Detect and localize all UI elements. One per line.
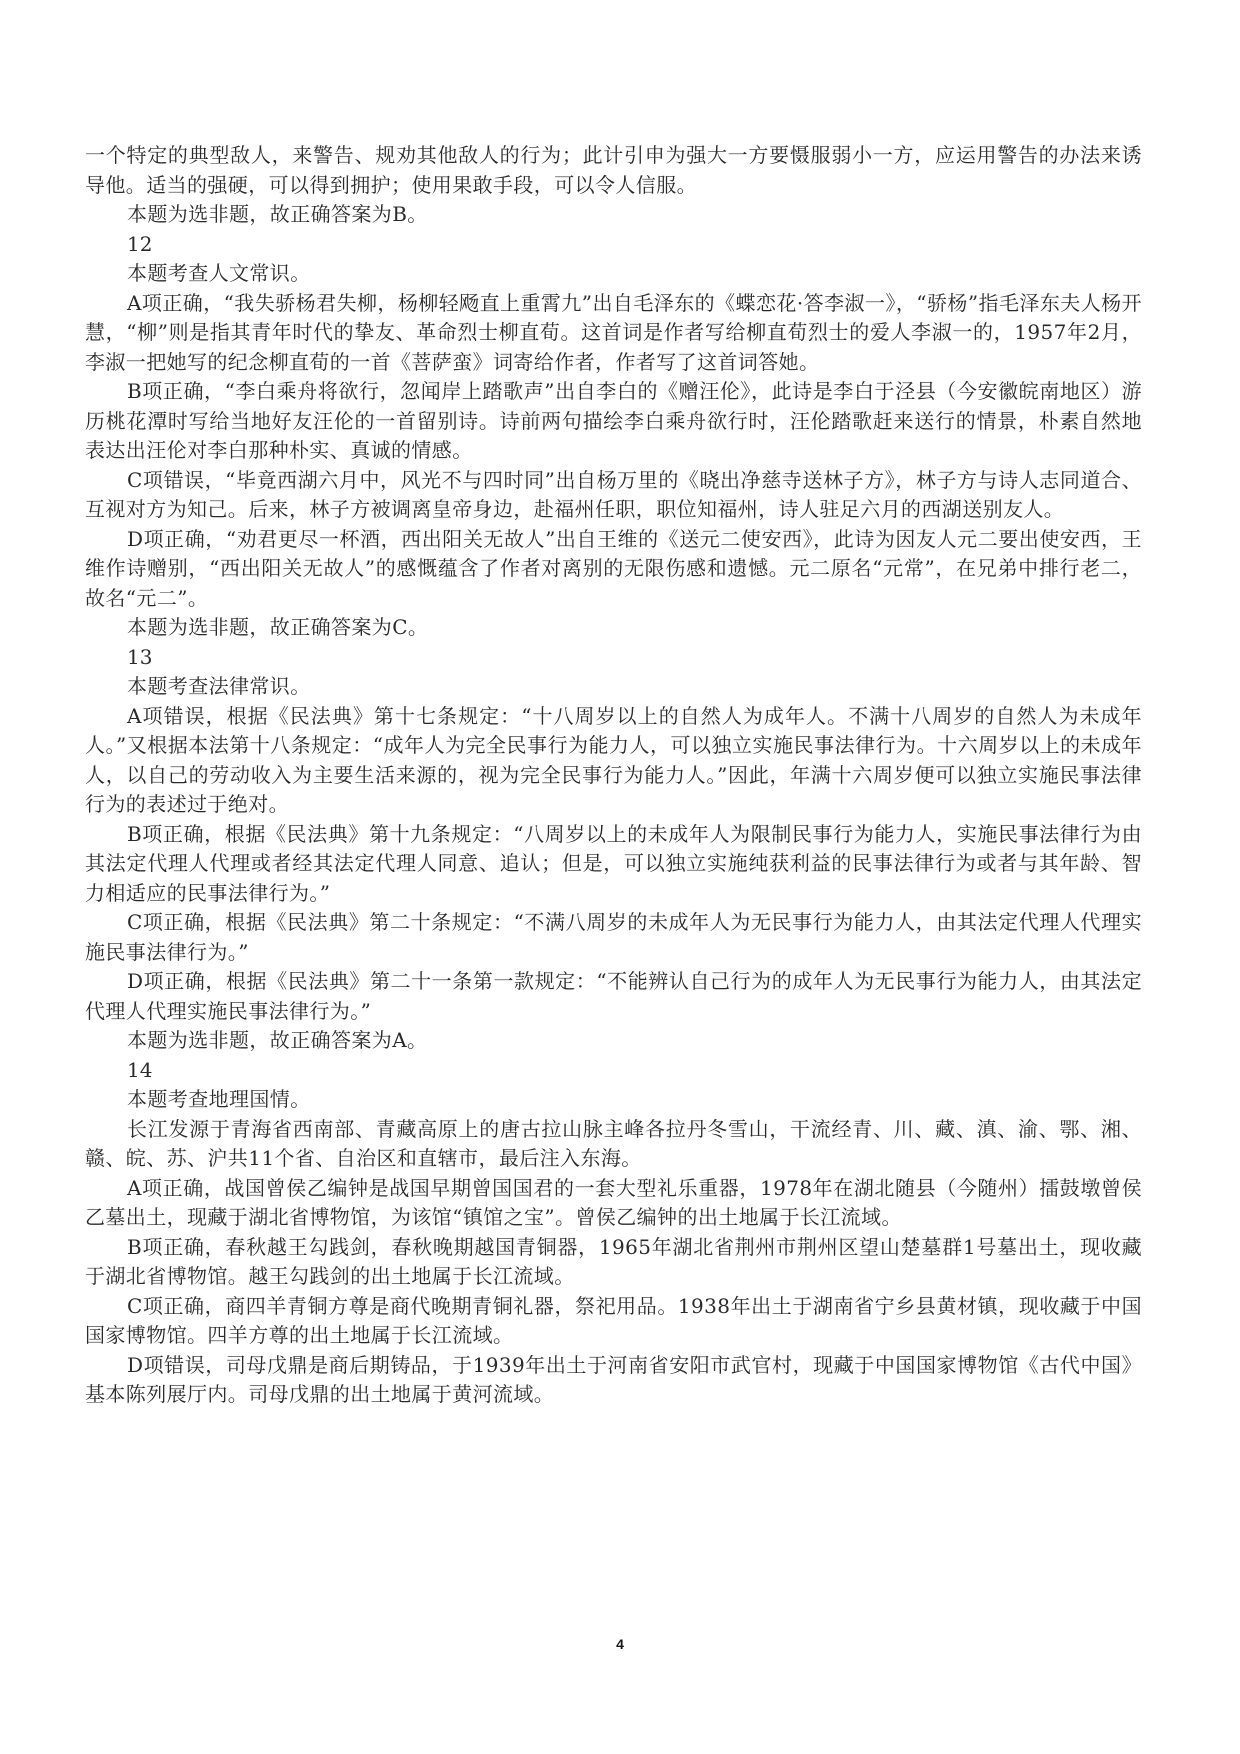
option-paragraph: C项正确，根据《民法典》第二十条规定：“不满八周岁的未成年人为无民事行为能力人，由其法定代理人代理实施民事法律行为。”	[85, 910, 1142, 964]
option-paragraph: D项正确，“劝君更尽一杯酒，西出阳关无故人”出自王维的《送元二使安西》，此诗为因友人元二要出使安西，王维作诗赠别，“西出阳关无故人”的感慨蕴含了作者对离别的无限伤感和遗憾。元二原名“元常”，在兄弟中排行老二，故名“元二”。	[85, 526, 1142, 610]
answer-line: 本题为选非题，故正确答案为A。	[127, 1028, 428, 1052]
option-paragraph: B项正确，春秋越王勾践剑，春秋晚期越国青铜器，1965年湖北省荆州市荆州区望山楚墓群1号墓出土，现收藏于湖北省博物馆。越王勾践剑的出土地属于长江流域。	[85, 1234, 1142, 1288]
paragraph-continuation: 一个特定的典型敌人，来警告、规劝其他敌人的行为；此计引申为强大一方要慑服弱小一方，应运用警告的办法来诱导他。适当的强硬，可以得到拥护；使用果敢手段，可以令人信服。	[85, 143, 1142, 197]
option-paragraph: C项正确，商四羊青铜方尊是商代晚期青铜礼器，祭祀用品。1938年出土于湖南省宁乡县黄材镇，现收藏于中国国家博物馆。四羊方尊的出土地属于长江流域。	[85, 1293, 1142, 1347]
option-paragraph: A项正确，战国曾侯乙编钟是战国早期曾国国君的一套大型礼乐重器，1978年在湖北随县（今随州）擂鼓墩曾侯乙墓出土，现藏于湖北省博物馆，为该馆“镇馆之宝”。曾侯乙编钟的出土地属于长江流域。	[85, 1175, 1142, 1229]
answer-line: 本题为选非题，故正确答案为B。	[127, 202, 428, 226]
topic-line: 本题考查人文常识。	[127, 261, 311, 285]
topic-line: 本题考查地理国情。	[127, 1087, 311, 1111]
page-number: 4	[616, 1636, 624, 1652]
option-paragraph: D项错误，司母戊鼎是商后期铸品，于1939年出土于河南省安阳市武官村，现藏于中国国家博物馆《古代中国》基本陈列展厅内。司母戊鼎的出土地属于黄河流域。	[85, 1352, 1142, 1406]
topic-line: 本题考查法律常识。	[127, 674, 311, 698]
option-paragraph: A项错误，根据《民法典》第十七条规定：“十八周岁以上的自然人为成年人。不满十八周岁的自然人为未成年人。”又根据本法第十八条规定：“成年人为完全民事行为能力人，可以独立实施民事法律行为。十六周岁以上的未成年人，以自己的劳动收入为主要生活来源的，视为完全民事行为能力人。”因此，年满十六周岁便可以独立实施民事法律行为的表述过于绝对。	[85, 703, 1142, 816]
option-paragraph: D项正确，根据《民法典》第二十一条第一款规定：“不能辨认自己行为的成年人为无民事行为能力人，由其法定代理人代理实施民事法律行为。”	[85, 969, 1142, 1023]
question-number: 12	[127, 231, 153, 256]
intro-paragraph: 长江发源于青海省西南部、青藏高原上的唐古拉山脉主峰各拉丹冬雪山，干流经青、川、藏、滇、渝、鄂、湘、赣、皖、苏、沪共11个省、自治区和直辖市，最后注入东海。	[85, 1116, 1142, 1170]
answer-line: 本题为选非题，故正确答案为C。	[127, 615, 429, 639]
option-paragraph: B项正确，根据《民法典》第十九条规定：“八周岁以上的未成年人为限制民事行为能力人，实施民事法律行为由其法定代理人代理或者经其法定代理人同意、追认；但是，可以独立实施纯获利益的民事法律行为或者与其年龄、智力相适应的民事法律行为。”	[85, 821, 1142, 905]
option-paragraph: B项正确，“李白乘舟将欲行，忽闻岸上踏歌声”出自李白的《赠汪伦》，此诗是李白于泾县（今安徽皖南地区）游历桃花潭时写给当地好友汪伦的一首留别诗。诗前两句描绘李白乘舟欲行时，汪伦踏歌赶来送行的情景，朴素自然地表达出汪伦对李白那种朴实、真诚的情感。	[85, 379, 1142, 462]
question-number: 13	[127, 644, 153, 669]
option-paragraph: C项错误，“毕竟西湖六月中，风光不与四时同”出自杨万里的《晓出净慈寺送林子方》，林子方与诗人志同道合、互视对方为知己。后来，林子方被调离皇帝身边，赴福州任职，职位知福州，诗人驻足六月的西湖送别友人。	[85, 467, 1142, 521]
question-number: 14	[127, 1057, 153, 1082]
option-paragraph: A项正确，“我失骄杨君失柳，杨柳轻飏直上重霄九”出自毛泽东的《蝶恋花·答李淑一》，“骄杨”指毛泽东夫人杨开慧，“柳”则是指其青年时代的挚友、革命烈士柳直荀。这首词是作者写给柳直荀烈士的爱人李淑一的，1957年2月，李淑一把她写的纪念柳直荀的一首《菩萨蛮》词寄给作者，作者写了这首词答她。	[85, 290, 1142, 374]
document-page	[85, 141, 1142, 1410]
